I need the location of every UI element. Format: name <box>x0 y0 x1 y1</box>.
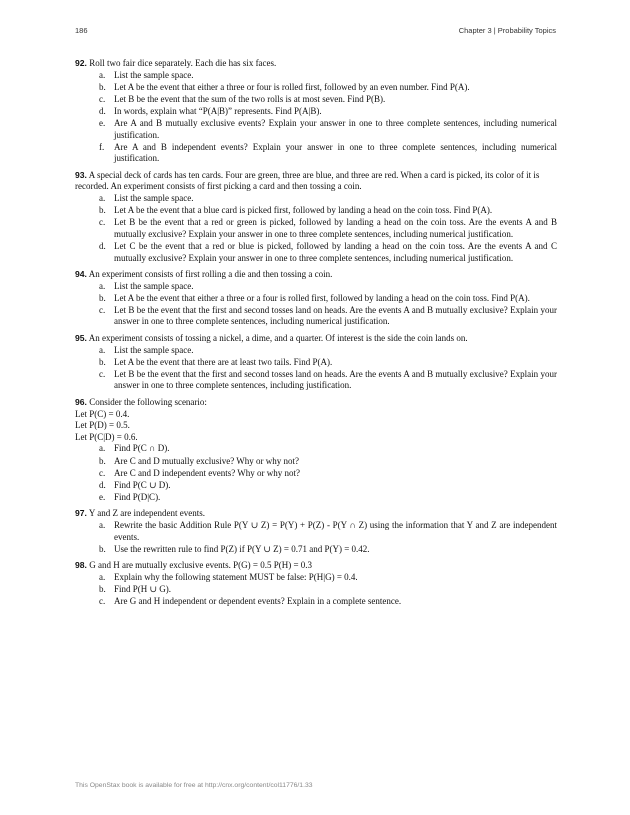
part-text: List the sample space. <box>114 193 194 204</box>
problem-statement <box>75 397 557 409</box>
part-text: Let B be the event that the first and second tosses land on heads. Are the events A and B mutually exclusive? Explain your answer in one to three complete sentences, including justification. <box>114 368 557 391</box>
part-label: b. <box>99 583 106 594</box>
part-text: Are G and H independent or dependent events? Explain in a complete sentence. <box>114 596 402 607</box>
problem-part <box>75 142 557 165</box>
problem-intro: G and H are mutually exclusive events. P(G) = 0.5 P(H) = 0.3 <box>89 560 313 571</box>
problem <box>75 58 557 165</box>
part-label: b. <box>99 455 106 466</box>
problem-part <box>75 205 557 217</box>
problem-number: 97. <box>75 508 87 519</box>
problem <box>75 333 557 392</box>
part-text: Let B be the event that the sum of the two rolls is at most seven. Find P(B). <box>114 93 386 104</box>
part-label: c. <box>99 304 106 315</box>
problem-part <box>75 345 557 357</box>
problem-intro: An experiment consists of first rolling a die and then tossing a coin. <box>88 269 333 280</box>
given-value: Let P(C|D) = 0.6. <box>75 431 138 442</box>
problem-part <box>75 281 557 293</box>
problem-part <box>75 82 557 94</box>
problem-part <box>75 468 557 480</box>
part-label: b. <box>99 292 106 303</box>
part-label: b. <box>99 543 106 554</box>
problem-part <box>75 357 557 369</box>
part-text: Let A be the event that a blue card is picked first, followed by landing a head on the coin toss. Find P(A). <box>114 205 493 216</box>
problem-part <box>75 293 557 305</box>
problem-part <box>75 492 557 504</box>
part-text: Find P(C ∩ D). <box>114 443 170 454</box>
part-label: b. <box>99 205 106 216</box>
problem-parts <box>75 193 557 264</box>
problem-statement <box>75 170 557 193</box>
problem-parts <box>75 520 557 555</box>
page-footer: This OpenStax book is available for free at http://cnx.org/content/col11776/1.33 <box>75 782 313 789</box>
problem-number: 96. <box>75 397 87 408</box>
problem-statement <box>75 508 557 520</box>
problem-intro: A special deck of cards has ten cards. Four are green, three are blue, and three are red. When a card is picked, its color of it is recorded. An experiment consists of first picking a card and then tossing a coin. <box>75 169 540 192</box>
part-label: c. <box>99 217 106 228</box>
part-label: d. <box>99 240 106 251</box>
part-label: e. <box>99 491 106 502</box>
problem <box>75 397 557 503</box>
problem-parts <box>75 443 557 503</box>
problem-parts <box>75 345 557 392</box>
problem-intro: Y and Z are independent events. <box>88 508 205 519</box>
problem <box>75 269 557 328</box>
part-label: a. <box>99 193 106 204</box>
problem-part <box>75 544 557 556</box>
part-label: a. <box>99 280 106 291</box>
problem-number: 95. <box>75 333 87 344</box>
problem <box>75 560 557 607</box>
part-label: a. <box>99 69 106 80</box>
problem-part <box>75 70 557 82</box>
problem-part <box>75 217 557 240</box>
part-text: Explain why the following statement MUST be false: P(H|G) = 0.4. <box>114 571 358 582</box>
part-text: Are A and B mutually exclusive events? Explain your answer in one to three complete sentences, including numerical justification. <box>114 117 557 140</box>
part-text: Let C be the event that a red or blue is picked, followed by landing a head on the coin toss. Are the events A and C mutually exclusive? Explain your answer in one to three complete sentences, including numerical justification. <box>114 240 557 263</box>
part-label: a. <box>99 344 106 355</box>
problem-parts <box>75 572 557 608</box>
part-label: d. <box>99 105 106 116</box>
problem <box>75 508 557 555</box>
part-label: d. <box>99 479 106 490</box>
problem-intro: Consider the following scenario: <box>89 397 207 408</box>
part-text: In words, explain what “P(A|B)” represents. Find P(A|B). <box>114 105 322 116</box>
chapter-title: Chapter 3 | Probability Topics <box>458 26 556 35</box>
problem-part <box>75 572 557 584</box>
part-label: f. <box>99 141 105 152</box>
part-label: b. <box>99 356 106 367</box>
problem-part <box>75 480 557 492</box>
part-label: a. <box>99 571 106 582</box>
problem-part <box>75 584 557 596</box>
part-text: Rewrite the basic Addition Rule P(Y ∪ Z) = P(Y) + P(Z) - P(Y ∩ Z) using the information that Y and Z are independent events. <box>114 519 557 542</box>
problem-statement <box>75 269 557 281</box>
part-text: List the sample space. <box>114 69 194 80</box>
part-text: Are C and D mutually exclusive? Why or why not? <box>114 455 300 466</box>
given-value: Let P(D) = 0.5. <box>75 420 130 431</box>
problem-number: 92. <box>75 58 87 68</box>
part-text: Let B be the event that the first and second tosses land on heads. Are the events A and B mutually exclusive? Explain your answer in one to three complete sentences, including numerical justification. <box>114 304 557 327</box>
part-text: Are A and B independent events? Explain your answer in one to three complete sentences, including numerical justification. <box>114 141 557 164</box>
problem-parts <box>75 281 557 328</box>
problem-part <box>75 94 557 106</box>
problem-statement <box>75 333 557 345</box>
problem-part <box>75 443 557 455</box>
part-label: c. <box>99 596 106 607</box>
problem-part <box>75 241 557 264</box>
exercise-list <box>75 58 557 613</box>
problem-part <box>75 118 557 141</box>
problem-number: 93. <box>75 169 87 180</box>
part-label: c. <box>99 467 106 478</box>
part-text: Use the rewritten rule to find P(Z) if P(Y ∪ Z) = 0.71 and P(Y) = 0.42. <box>114 543 370 554</box>
problem-part <box>75 193 557 205</box>
part-label: b. <box>99 81 106 92</box>
problem-number: 94. <box>75 269 87 280</box>
problem-part <box>75 305 557 328</box>
part-label: c. <box>99 93 106 104</box>
part-text: Let A be the event that either a three or a four is rolled first, followed by landing a head on the coin toss. Find P(A). <box>114 292 530 303</box>
problem-parts <box>75 70 557 165</box>
problem-part <box>75 456 557 468</box>
part-text: Let A be the event that either a three or four is rolled first, followed by an even number. Find P(A). <box>114 81 470 92</box>
part-text: Are C and D independent events? Why or why not? <box>114 467 301 478</box>
problem-statement <box>75 560 557 572</box>
part-label: c. <box>99 368 106 379</box>
problem <box>75 170 557 264</box>
problem-part <box>75 106 557 118</box>
problem-part <box>75 520 557 543</box>
problem-intro: Roll two fair dice separately. Each die has six faces. <box>89 58 277 68</box>
part-text: Let A be the event that there are at least two tails. Find P(A). <box>114 356 333 367</box>
part-text: List the sample space. <box>114 280 194 291</box>
part-label: a. <box>99 519 106 530</box>
problem-intro: An experiment consists of tossing a nickel, a dime, and a quarter. Of interest is the side the coin lands on. <box>88 333 468 344</box>
given-value: Let P(C) = 0.4. <box>75 408 130 419</box>
problem-statement <box>75 58 557 70</box>
problem-part <box>75 596 557 608</box>
part-text: List the sample space. <box>114 344 194 355</box>
problem-number: 98. <box>75 560 87 571</box>
part-text: Let B be the event that a red or green is picked, followed by landing a head on the coin toss. Are the events A and B mutually exclusive? Explain your answer in one to three complete sentences, including numerical justification. <box>114 217 557 239</box>
part-label: e. <box>99 117 106 128</box>
part-label: a. <box>99 443 106 454</box>
part-text: Find P(H ∪ G). <box>114 583 172 594</box>
problem-part <box>75 369 557 392</box>
part-text: Find P(C ∪ D). <box>114 479 171 490</box>
page-number: 186 <box>75 26 88 35</box>
part-text: Find P(D|C). <box>114 491 161 502</box>
